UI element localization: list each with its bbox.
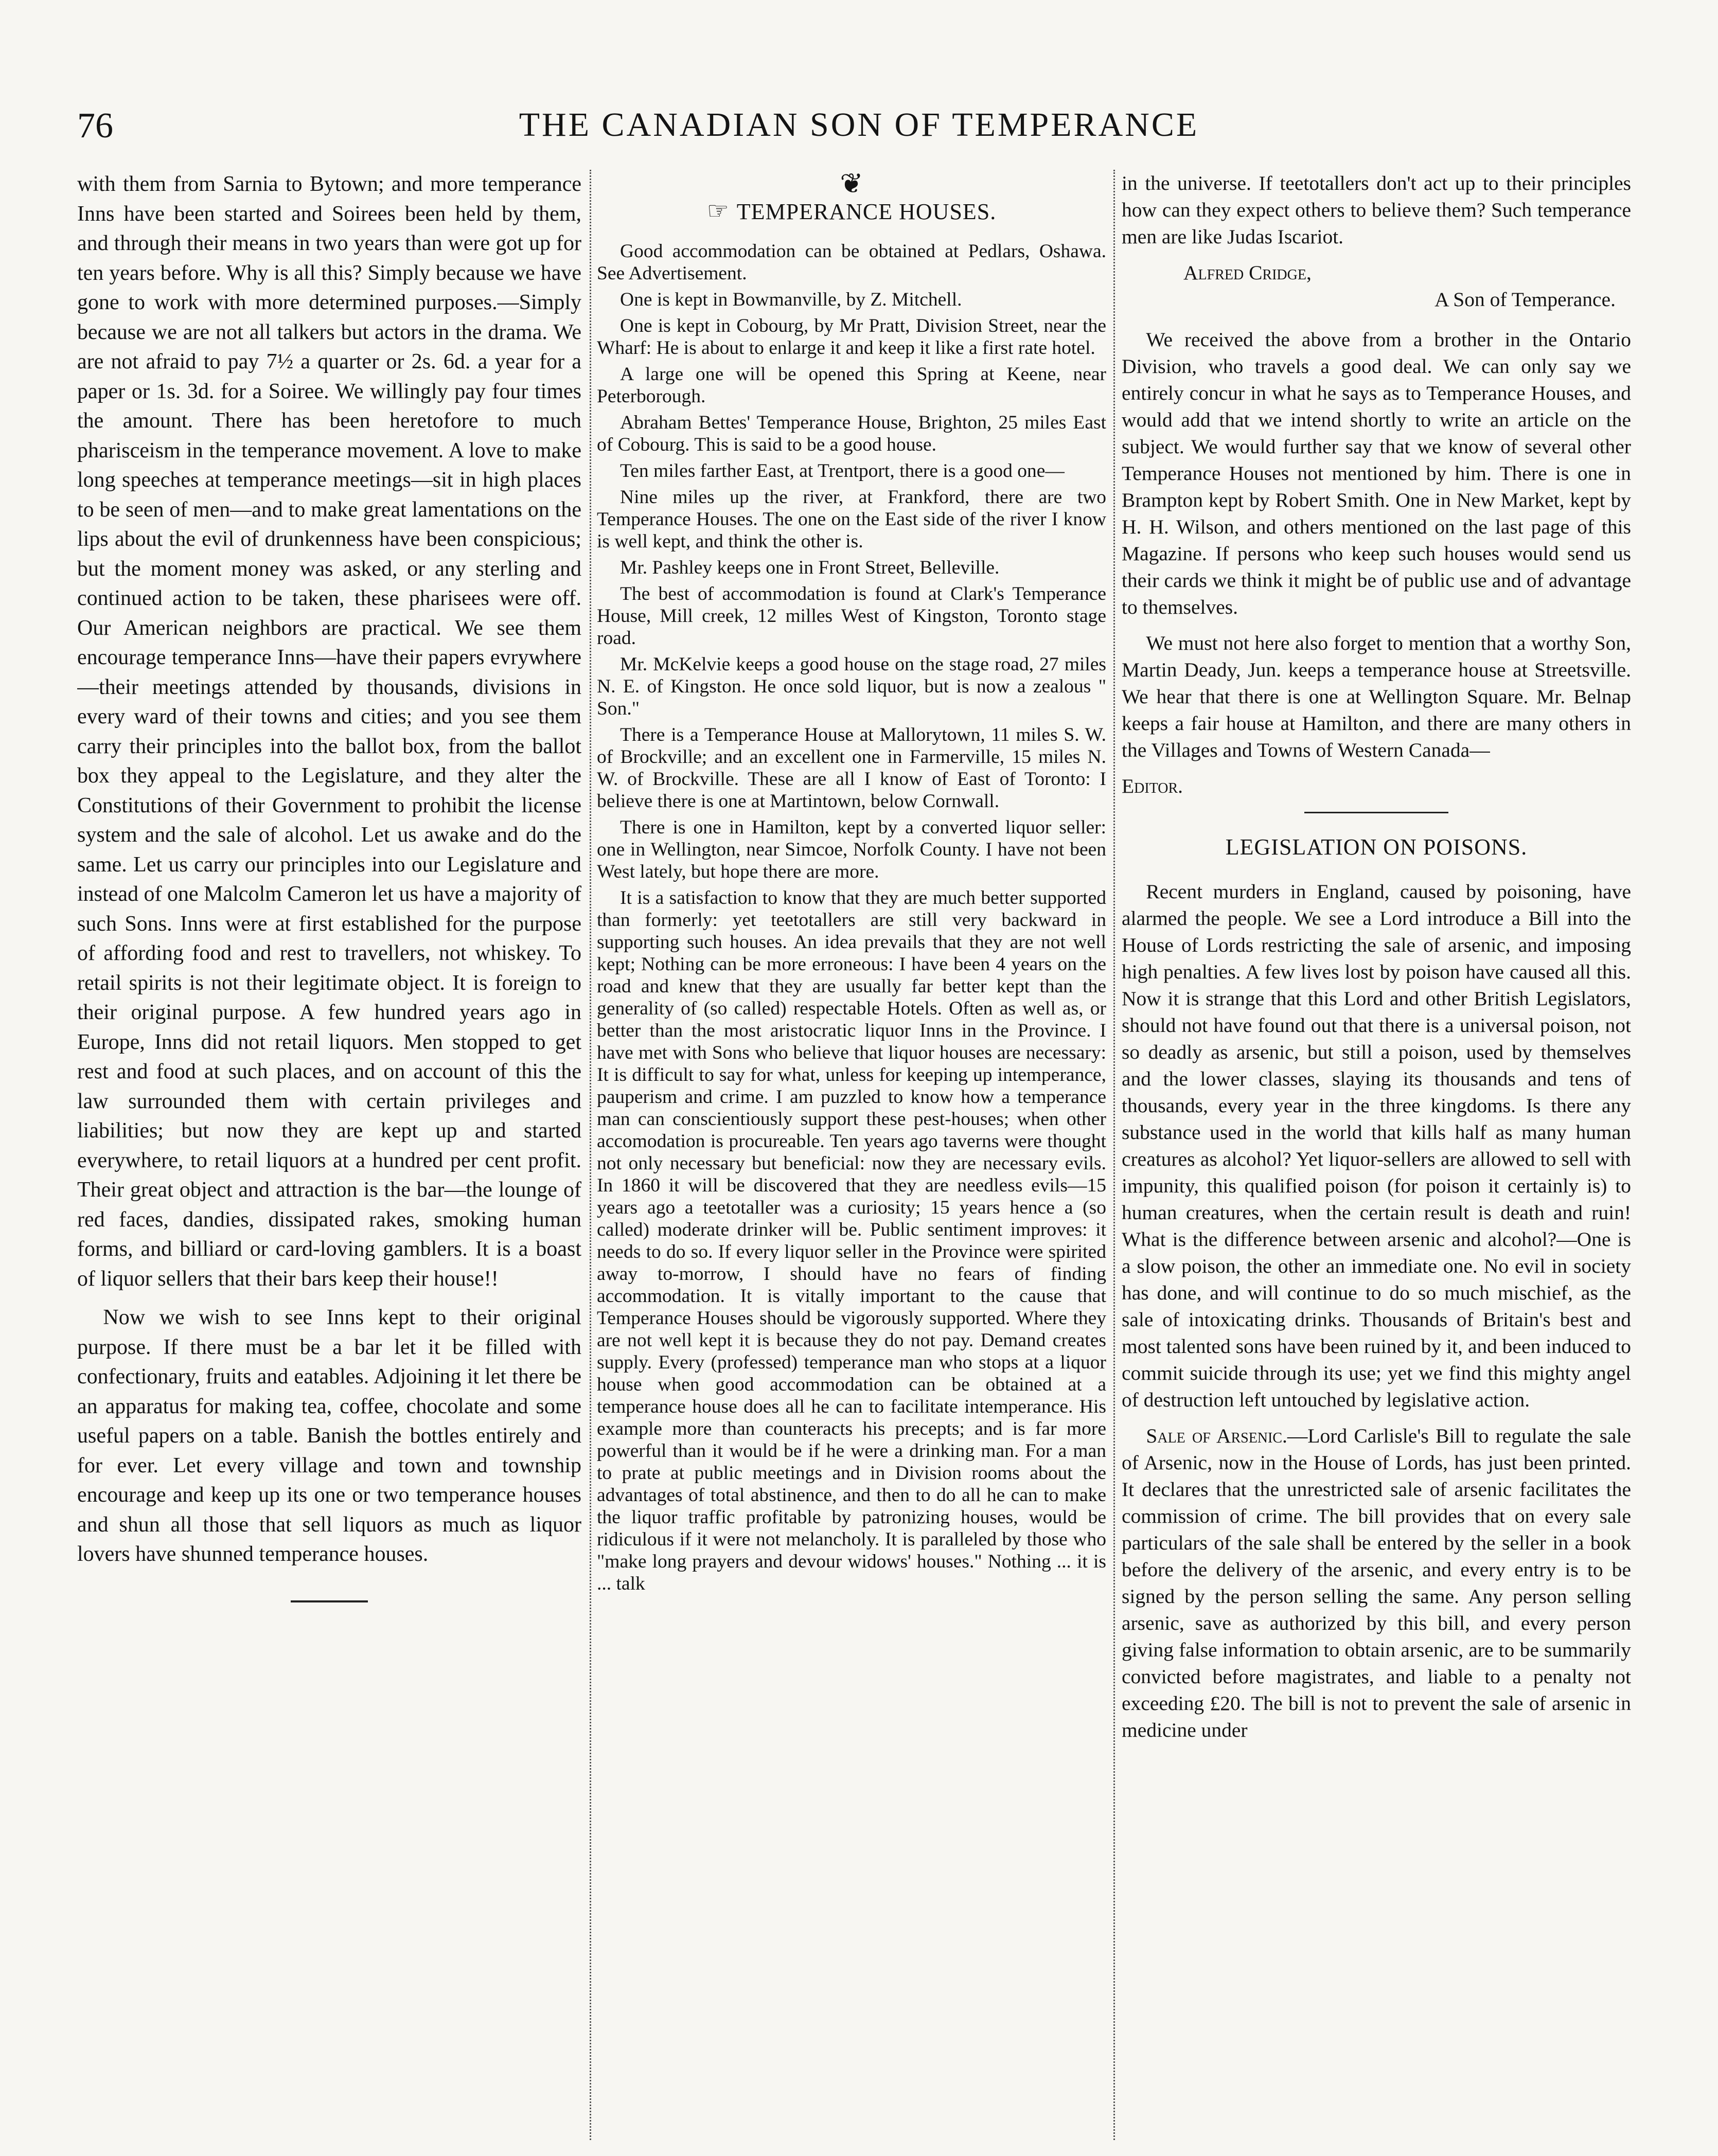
column-divider xyxy=(1113,170,1115,2140)
running-title: THE CANADIAN SON OF TEMPERANCE xyxy=(519,106,1199,144)
list-item: The best of accommodation is found at Clark's Temperance House, Mill creek, 12 milles West of Kingston, Toronto stage road. xyxy=(597,583,1106,649)
run-in-heading: Sale of Arsenic. xyxy=(1146,1424,1287,1447)
column-divider xyxy=(590,170,591,2140)
author-signature: Alfred Cridge, xyxy=(1183,261,1312,284)
left-column xyxy=(77,170,581,2140)
list-item: Nine miles up the river, at Frankford, there are two Temperance Houses. The one on the East side of the river I know is well kept, and think the other is. xyxy=(597,487,1106,552)
list-item: A large one will be opened this Spring at Keene, near Peterborough. xyxy=(597,364,1106,407)
article-paragraph: It is a satisfaction to know that they are much better supported than formerly: yet teetotallers are still very backward in supporting such houses. An idea prevails that they are not well kept; Nothing can be more erroneous: I have been 4 years on the road and knew that they are usually far better kept than the generality of (so called) respectable Hotels. Often as well as, or better than the most aristocratic liquor Inns in the Province. I have met with Sons who believe that liquor houses are necessary: It is difficult to say for what, unless for keeping up intemperance, pauperism and crime. I am puzzled to know how a temperance man can conscientiously support these pest-houses; when other accomodation is procureable. Ten years ago taverns were thought not only necessary but beneficial: now they are necessary evils. In 1860 it will be discovered that they are needless evils—15 years ago a teetotaller was a curiosity; 15 years hence a (so called) moderate drinker will be. Public sentiment improves: it needs to do so. If every liquor seller in the Province were spirited away to-morrow, I should have no fears of finding accommodation. It is vitally important to the cause that Temperance Houses should be vigorously supported. Where they are not well kept it is because they do not pay. Demand creates supply. Every (professed) temperance man who stops at a liquor house when good accommodation can be obtained at a temperance house does all he can to facilitate intemperance. His example more than counteracts his precepts; and is far more powerful than it would be if he were a drinking man. For a man to prate at public meetings and in Division rooms about the advantages of total abstinence, and then to do all he can to make the liquor traffic profitable by patronizing houses, would be ridiculous if it were not melancholy. It is paralleled by those who "make long prayers and devour widows' houses." Nothing ... it is ... talk xyxy=(597,887,1106,1594)
article-paragraph: in the universe. If teetotallers don't act up to their principles how can they expect others to believe them? Such temperance men are like Judas Iscariot. xyxy=(1122,172,1631,248)
list-item: There is a Temperance House at Mallorytown, 11 miles S. W. of Brockville; and an excellent one in Farmerville, 15 miles N. W. of Brockville. These are all I know of East of Toronto: I believe there is one at Martintown, below Cornwall. xyxy=(597,724,1106,812)
middle-column xyxy=(597,170,1106,2140)
heading-text: TEMPERANCE HOUSES. xyxy=(736,199,997,224)
pointing-hand-icon: ☞ xyxy=(706,198,730,225)
section-rule xyxy=(1304,812,1448,813)
article-paragraph: Now we wish to see Inns kept to their original purpose. If there must be a bar let it be filled with confectionary, fruits and eatables. Adjoining it let there be an apparatus for making tea, coffee, chocolate and some useful papers on a table. Banish the bottles entirely and for ever. Let every village and town and township encourage and keep up its one or two temperance houses and shun all those that sell liquors as much as liquor lovers have shunned temperance houses. xyxy=(77,1306,581,1566)
end-rule xyxy=(291,1600,368,1602)
article-paragraph xyxy=(1122,1422,1631,1743)
editor-signature: Editor. xyxy=(1122,775,1183,797)
article-paragraph: We must not here also forget to mention that a worthy Son, Martin Deady, Jun. keeps a temperance house at Streetsville. We hear that there is one at Wellington Square. Mr. Belnap keeps a fair house at Hamilton, and there are many others in the Villages and Towns of Western Canada— xyxy=(1122,632,1631,761)
list-item: Mr. McKelvie keeps a good house on the stage road, 27 miles N. E. of Kingston. He once sold liquor, but is now a zealous " Son." xyxy=(597,654,1106,719)
list-item: Abraham Bettes' Temperance House, Brighton, 25 miles East of Cobourg. This is said to be a good house. xyxy=(597,412,1106,455)
right-column xyxy=(1122,170,1631,2140)
page-number: 76 xyxy=(77,106,113,146)
article-paragraph: Recent murders in England, caused by poisoning, have alarmed the people. We see a Lord introduce a Bill into the House of Lords restricting the sale of arsenic, and imposing high penalties. A few lives lost by poison have caused all this. Now it is strange that this Lord and other British Legislators, should not have found out that there is a universal poison, not so deadly as arsenic, but still a poison, used by themselves and the lower classes, slaying its thousands and tens of thousands, every year in the three kingdoms. Is there any substance used in the world that kills half as many human creatures as alcohol? Yet liquor-sellers are allowed to sell with impunity, this qualified poison (for poison it certainly is) to human creatures, when the certain result is death and ruin! What is the difference between arsenic and alcohol?—One is a slow poison, the other an immediate one. No evil in society has done, and will continue to do so much mischief, as the sale of intoxicating drinks. Thousands of Britain's best and most talented sons have been ruined by it, and been induced to commit suicide through its use; yet we find this mighty angel of destruction left untouched by legislative action. xyxy=(1122,880,1631,1411)
section-heading: LEGISLATION ON POISONS. xyxy=(1225,834,1528,860)
section-heading xyxy=(597,200,1106,223)
list-item: One is kept in Bowmanville, by Z. Mitchell. xyxy=(620,289,962,310)
article-paragraph: with them from Sarnia to Bytown; and more temperance Inns have been started and Soirees been held by them, and through their means in two years than were got up for ten years before. Why is all this? Simply because we have gone to work with more determined purposes.—Simply because we are not all talkers but actors in the drama. We are not afraid to pay 7½ a quarter or 2s. 6d. a year for a paper or 1s. 3d. for a Soiree. We willingly pay four times the amount. There has been heretofore to much pharisceism in the temperance movement. A love to make long speeches at temperance meetings—sit in high places to be seen of men—and to make great lamentations on the lips about the evil of drunkenness have been conspicious; but the moment money was asked, or any sterling and continued action to be taken, these pharisees were off. Our American neighbors are practical. We see them encourage temperance Inns—have their papers evrywhere—their meetings attended by thousands, divisions in every ward of their towns and cities; and you see them carry their principles into the ballot box, from the ballot box they appeal to the Legislature, and they alter the Constitutions of their Government to prohibit the license system and the sale of alcohol. Let us awake and do the same. Let us carry our principles into our Legislature and instead of one Malcolm Cameron let us have a majority of such Sons. Inns were at first established for the purpose of affording food and rest to travellers, not whiskey. To retail spirits is not their legitimate object. It is foreign to their original purpose. A few hundred years ago in Europe, Inns did not retail liquors. Men stopped to get rest and food at such places, and on account of this the law surrounded them with certain privileges and liabilities; but now they are kept up and started everywhere, to retail liquors at a hundred per cent profit. Their great object and attraction is the bar—the lounge of red faces, dandies, dissipated rakes, smoking human forms, and billiard or card-loving gamblers. It is a boast of liquor sellers that their bars keep their house!! xyxy=(77,172,581,1291)
list-item: Good accommodation can be obtained at Pedlars, Oshawa. See Advertisement. xyxy=(597,241,1106,284)
paragraph-text: —Lord Carlisle's Bill to regulate the sale of Arsenic, now in the House of Lords, has just been printed. It declares that the unrestricted sale of arsenic facilitates the commission of crime. The bill provides that on every sale particulars of the sale shall be entered by the seller in a book before the delivery of the arsenic, and every entry is to be signed by the person selling the same. Any person selling arsenic, save as authorized by this bill, and every person giving false information to obtain arsenic, are to be summarily convicted before magistrates, and liable to a penalty not exceeding £20. The bill is not to prevent the sale of arsenic in medicine under xyxy=(1122,1424,1631,1741)
list-item: One is kept in Cobourg, by Mr Pratt, Division Street, near the Wharf: He is about to enlarge it and keep it like a first rate hotel. xyxy=(597,315,1106,359)
list-item: There is one in Hamilton, kept by a converted liquor seller: one in Wellington, near Simcoe, Norfolk County. I have not been West lately, but hope there are more. xyxy=(597,817,1106,882)
ornament-icon: ❦ xyxy=(840,170,863,199)
article-paragraph: We received the above from a brother in the Ontario Division, who travels a good deal. We can only say we entirely concur in what he says as to Temperance Houses, and would add that we intend shortly to write an article on the subject. We would further say that we know of several other Temperance Houses not mentioned by him. There is one in Brampton kept by Robert Smith. One in New Market, kept by H. H. Wilson, and others mentioned on the last page of this Magazine. If persons who keep such houses would send us their cards we think it might be of public use and of advantage to themselves. xyxy=(1122,328,1631,618)
list-item: Mr. Pashley keeps one in Front Street, Belleville. xyxy=(620,557,1000,578)
list-item: Ten miles farther East, at Trentport, there is a good one— xyxy=(620,460,1065,482)
author-title: A Son of Temperance. xyxy=(1434,288,1616,311)
